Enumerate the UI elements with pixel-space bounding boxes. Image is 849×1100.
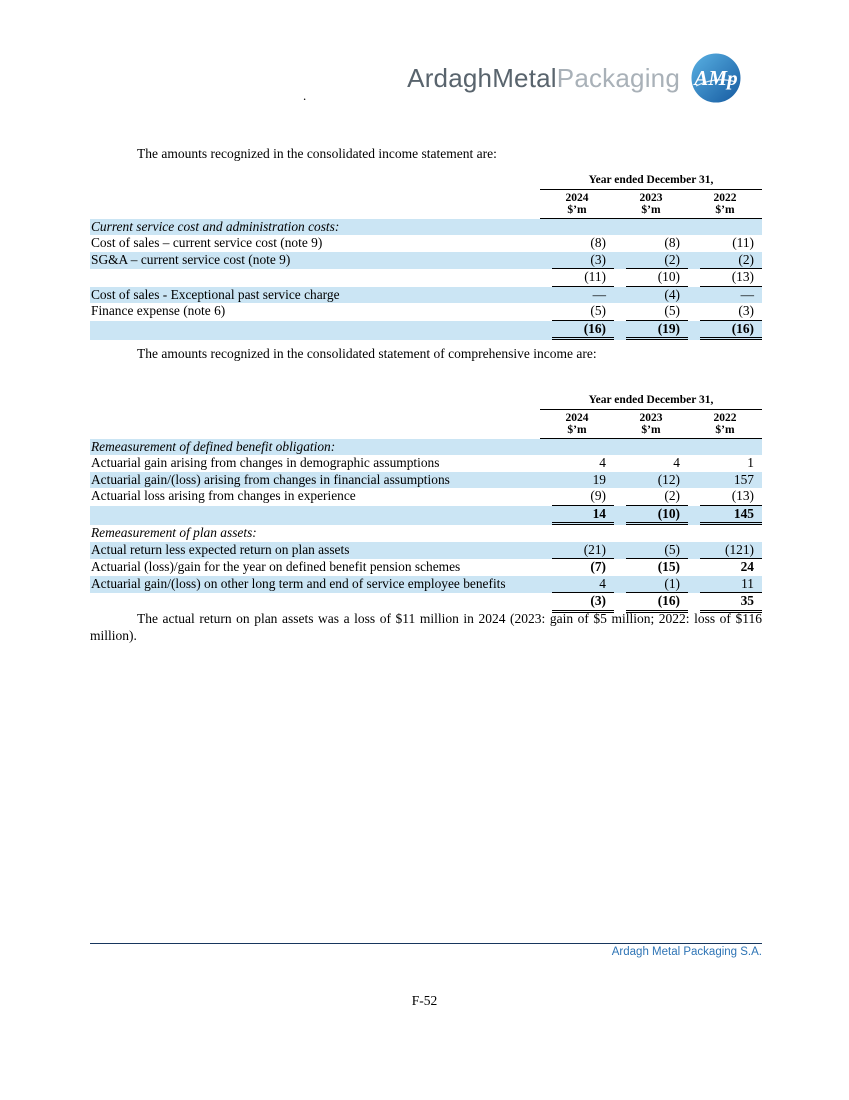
value: 4 <box>552 576 614 594</box>
value: — <box>740 286 754 302</box>
table-row <box>90 303 762 321</box>
value-cell <box>540 542 614 560</box>
value <box>552 219 614 236</box>
page-number: F-52 <box>411 993 438 1008</box>
row-label: Actual return less expected return on plan assets <box>91 541 350 557</box>
value: 24 <box>740 559 754 574</box>
logo-word-packaging: Packaging <box>556 62 680 93</box>
table-row <box>90 321 762 341</box>
row-label: Actuarial loss arising from changes in experience <box>91 488 356 503</box>
value: (10) <box>626 506 688 526</box>
year-ended-header: Year ended December 31, <box>540 393 762 410</box>
year-label: 2022 <box>713 411 737 424</box>
income-statement-intro: The amounts recognized in the consolidated income statement are: <box>137 146 497 161</box>
stray-mark: . <box>303 88 307 103</box>
value: (3) <box>700 303 762 321</box>
value: (16) <box>552 321 614 341</box>
value-cell <box>614 576 688 594</box>
value-cell <box>540 269 614 287</box>
value: (13) <box>700 488 762 506</box>
row-label: Cost of sales - Exceptional past service charge <box>91 286 340 302</box>
row-label <box>90 321 540 341</box>
value: (3) <box>552 593 614 613</box>
value-cell <box>540 559 614 576</box>
year-label: 2024 <box>565 191 589 204</box>
value: 1 <box>747 455 754 470</box>
value: 11 <box>700 576 762 594</box>
value: (8) <box>590 235 606 250</box>
year-column-header <box>540 412 614 437</box>
value-cell <box>688 219 762 236</box>
logo-wordmark <box>407 63 680 94</box>
table-row <box>90 576 762 594</box>
value-cell <box>614 455 688 472</box>
value: 145 <box>700 506 762 526</box>
table-row <box>90 455 762 472</box>
value-cell <box>688 472 762 489</box>
value: 4 <box>673 455 680 470</box>
year-columns <box>540 190 762 219</box>
unit-label: $’m <box>567 204 587 216</box>
value: (121) <box>700 542 762 560</box>
value-cell <box>614 235 688 252</box>
unit-label: $’m <box>567 424 587 436</box>
logo-word-metal: Metal <box>492 62 557 93</box>
year-label: 2024 <box>565 411 589 424</box>
value <box>700 439 762 456</box>
row-label: SG&A – current service cost (note 9) <box>91 251 291 267</box>
value-cell <box>540 488 614 506</box>
header-spacer <box>90 393 540 410</box>
row-label: Actuarial gain/(loss) on other long term and end of service employee benefits <box>91 575 506 591</box>
value: (16) <box>626 593 688 613</box>
unit-label: $’m <box>715 424 735 436</box>
value-cell <box>614 287 688 304</box>
value: (19) <box>626 321 688 341</box>
closing-paragraph: The actual return on plan assets was a loss of $11 million in 2024 (2023: gain of $5 million; 2022: loss of $116 million). <box>90 611 762 643</box>
row-label: Cost of sales – current service cost (note 9) <box>91 235 323 250</box>
value <box>700 525 762 542</box>
value <box>552 525 614 542</box>
value-cell <box>688 439 762 456</box>
value-cell <box>614 303 688 321</box>
value-cell <box>540 252 614 270</box>
value: (2) <box>626 488 688 506</box>
row-label <box>90 269 540 287</box>
value: (21) <box>552 542 614 560</box>
value: (4) <box>664 286 680 302</box>
value-cell <box>614 439 688 456</box>
value-cell <box>614 506 688 526</box>
table-row <box>90 472 762 489</box>
value-cell <box>688 252 762 270</box>
value-cell <box>614 542 688 560</box>
value: (5) <box>626 303 688 321</box>
value-cell <box>688 488 762 506</box>
table-column-header-row <box>90 410 762 439</box>
value-cell <box>614 321 688 341</box>
value-cell <box>540 235 614 252</box>
value-cell <box>540 439 614 456</box>
table-row <box>90 525 762 542</box>
logo-monogram: AMp <box>694 66 738 90</box>
value-cell <box>614 488 688 506</box>
value: (16) <box>700 321 762 341</box>
value-cell <box>688 287 762 304</box>
comprehensive-income-intro: The amounts recognized in the consolidated statement of comprehensive income are: <box>137 346 597 361</box>
row-label: Actuarial (loss)/gain for the year on defined benefit pension schemes <box>91 559 461 574</box>
year-column-header <box>540 192 614 217</box>
value: (1) <box>626 576 688 594</box>
value: (12) <box>657 471 680 487</box>
table-row <box>90 559 762 576</box>
row-label: Remeasurement of defined benefit obligation: <box>91 438 336 454</box>
row-label: Remeasurement of plan assets: <box>91 525 257 540</box>
year-column-header <box>614 412 688 437</box>
unit-label: $’m <box>641 424 661 436</box>
value: (3) <box>552 252 614 270</box>
unit-label: $’m <box>641 204 661 216</box>
year-label: 2023 <box>639 411 663 424</box>
row-label: Finance expense (note 6) <box>91 303 226 318</box>
value: 14 <box>552 506 614 526</box>
value <box>626 219 688 236</box>
value: (2) <box>626 252 688 270</box>
value-cell <box>540 321 614 341</box>
row-label <box>90 506 540 526</box>
logo-word-ardagh: Ardagh <box>407 62 493 93</box>
income-statement-table <box>90 173 762 340</box>
table-row <box>90 252 762 270</box>
value-cell <box>688 525 762 542</box>
value: (7) <box>590 559 606 574</box>
year-columns <box>540 410 762 439</box>
value: (11) <box>732 235 754 250</box>
footer-company-name: Ardagh Metal Packaging S.A. <box>611 946 762 958</box>
value-cell <box>540 576 614 594</box>
amp-logo-icon <box>690 52 742 104</box>
company-logo <box>407 52 742 104</box>
value: (10) <box>626 269 688 287</box>
header-spacer <box>90 173 540 190</box>
year-label: 2023 <box>639 191 663 204</box>
value-cell <box>540 506 614 526</box>
value-cell <box>688 576 762 594</box>
value: (15) <box>657 559 680 574</box>
table-row <box>90 235 762 252</box>
year-column-header <box>688 192 762 217</box>
year-label: 2022 <box>713 191 737 204</box>
year-ended-header: Year ended December 31, <box>540 173 762 190</box>
value: 19 <box>592 471 606 487</box>
row-label: Current service cost and administration costs: <box>91 218 340 234</box>
value-cell <box>614 269 688 287</box>
value <box>552 439 614 456</box>
value-cell <box>614 559 688 576</box>
value: 35 <box>700 593 762 613</box>
header-spacer <box>90 410 540 439</box>
table-span-header-row <box>90 393 762 410</box>
footer-rule <box>90 943 762 944</box>
value-cell <box>540 472 614 489</box>
value-cell <box>688 235 762 252</box>
value-cell <box>540 303 614 321</box>
table-row <box>90 506 762 526</box>
value: (2) <box>700 252 762 270</box>
row-label: Actuarial gain arising from changes in demographic assumptions <box>91 455 440 470</box>
value: (11) <box>552 269 614 287</box>
value: (5) <box>552 303 614 321</box>
value-cell <box>688 455 762 472</box>
value: (8) <box>664 235 680 250</box>
value-cell <box>688 559 762 576</box>
value <box>700 219 762 236</box>
row-label: Actuarial gain/(loss) arising from changes in financial assumptions <box>91 471 450 487</box>
value-cell <box>688 506 762 526</box>
year-column-header <box>688 412 762 437</box>
value-cell <box>540 219 614 236</box>
value: (13) <box>700 269 762 287</box>
value: (5) <box>626 542 688 560</box>
table-row <box>90 269 762 287</box>
value-cell <box>688 269 762 287</box>
table-row <box>90 287 762 304</box>
table-column-header-row <box>90 190 762 219</box>
unit-label: $’m <box>715 204 735 216</box>
value-cell <box>540 455 614 472</box>
value: 157 <box>733 471 754 487</box>
value-cell <box>614 252 688 270</box>
table-row <box>90 439 762 456</box>
header-spacer <box>90 190 540 219</box>
comprehensive-income-table <box>90 393 762 613</box>
value-cell <box>540 287 614 304</box>
value-cell <box>614 525 688 542</box>
table-row <box>90 542 762 560</box>
value: — <box>592 286 606 302</box>
value: (9) <box>552 488 614 506</box>
value <box>626 525 688 542</box>
table-row <box>90 219 762 236</box>
value-cell <box>540 525 614 542</box>
value: 4 <box>599 455 606 470</box>
value-cell <box>688 321 762 341</box>
year-column-header <box>614 192 688 217</box>
value-cell <box>688 542 762 560</box>
value-cell <box>614 472 688 489</box>
value <box>626 439 688 456</box>
value-cell <box>688 303 762 321</box>
value-cell <box>614 219 688 236</box>
table-row <box>90 488 762 506</box>
table-span-header-row <box>90 173 762 190</box>
